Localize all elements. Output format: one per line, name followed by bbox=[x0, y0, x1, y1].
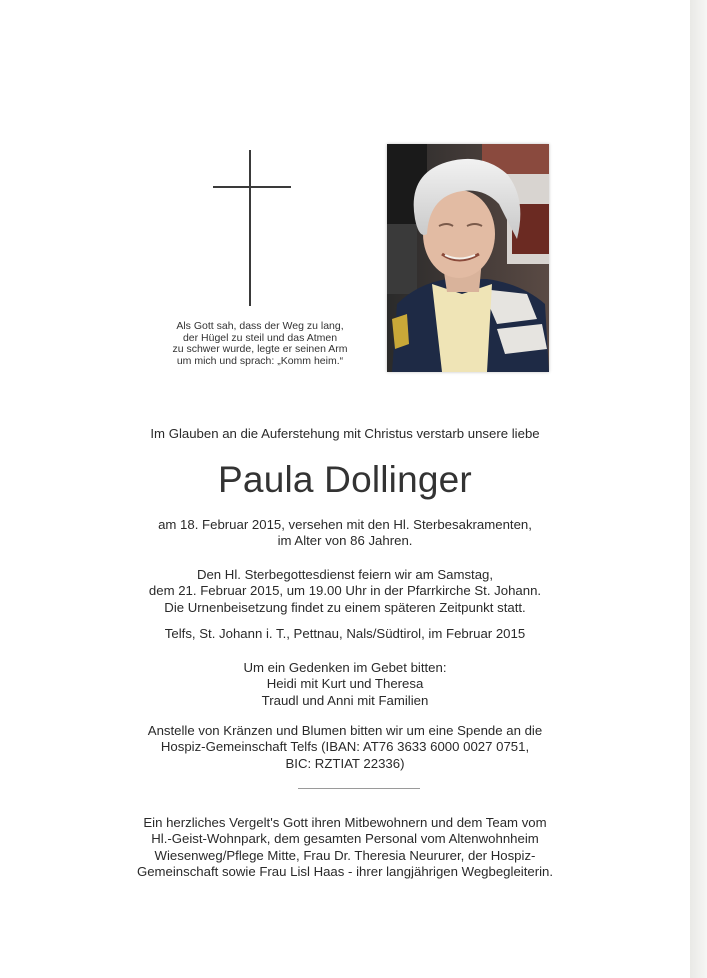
text-line: Die Urnenbeisetzung findet zu einem späteren Zeitpunkt statt. bbox=[164, 599, 526, 615]
text-line: Den Hl. Sterbegottesdienst feiern wir am Samstag, bbox=[196, 567, 494, 582]
memorial-verse bbox=[140, 321, 380, 367]
text-line: Gemeinschaft sowie Frau Lisl Haas - ihrer langjährigen Wegbegleiterin. bbox=[136, 864, 554, 880]
divider bbox=[298, 788, 420, 789]
text-line: Heidi mit Kurt und Theresa bbox=[266, 676, 424, 692]
mourners-list bbox=[0, 660, 690, 709]
donation-request bbox=[0, 723, 690, 772]
text-line: Hospiz-Gemeinschaft Telfs (IBAN: AT76 3633 6000 0027 0751, bbox=[160, 739, 530, 755]
text-line: Wiesenweg/Pflege Mitte, Frau Dr. Theresia Neururer, der Hospiz- bbox=[154, 847, 536, 863]
text-line: Anstelle von Kränzen und Blumen bitten wir um eine Spende an die bbox=[147, 723, 543, 738]
place-date: Telfs, St. Johann i. T., Pettnau, Nals/Südtirol, im Februar 2015 bbox=[164, 626, 526, 641]
text-line: Hl.-Geist-Wohnpark, dem gesamten Personal vom Altenwohnheim bbox=[151, 831, 539, 847]
text-line: am 18. Februar 2015, versehen mit den Hl. Sterbesakramenten, bbox=[158, 517, 532, 532]
text-line: Um ein Gedenken im Gebet bitten: bbox=[243, 660, 447, 675]
text-line: BIC: RZTIAT 22336) bbox=[285, 755, 405, 771]
verse-line: um mich und sprach: „Komm heim.“ bbox=[176, 354, 344, 367]
portrait-photo bbox=[387, 144, 549, 372]
verse-line: der Hügel zu steil und das Atmen bbox=[182, 331, 338, 344]
text-line: dem 21. Februar 2015, um 19.00 Uhr in der Pfarrkirche St. Johann. bbox=[148, 583, 542, 599]
page-edge bbox=[690, 0, 707, 978]
funeral-service-info bbox=[0, 567, 690, 616]
thanks-note bbox=[0, 815, 690, 881]
intro-text: Im Glauben an die Auferstehung mit Christus verstarb unsere liebe bbox=[150, 426, 540, 441]
cross-icon bbox=[213, 150, 293, 310]
text-line: im Alter von 86 Jahren. bbox=[277, 533, 413, 549]
text-line: Traudl und Anni mit Familien bbox=[261, 692, 429, 708]
death-info bbox=[0, 517, 690, 550]
text-line: Ein herzliches Vergelt's Gott ihren Mitbewohnern und dem Team vom bbox=[143, 815, 547, 830]
deceased-name: Paula Dollinger bbox=[218, 459, 472, 500]
verse-line: zu schwer wurde, legte er seinen Arm bbox=[172, 343, 348, 356]
verse-line: Als Gott sah, dass der Weg zu lang, bbox=[176, 320, 344, 332]
